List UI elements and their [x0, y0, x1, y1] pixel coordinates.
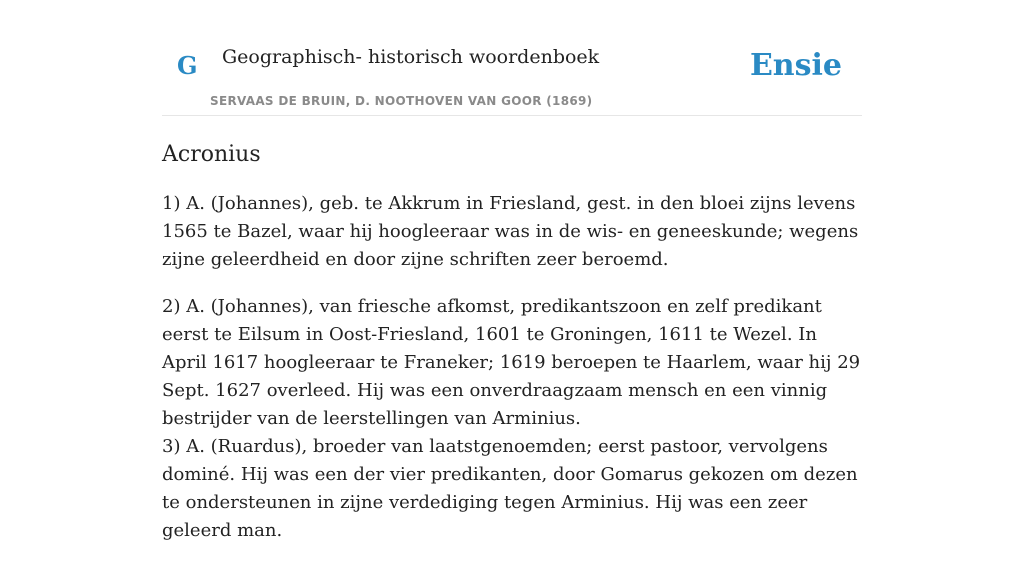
ensie-logo[interactable]: Ensie	[749, 48, 842, 83]
content-container	[162, 0, 862, 564]
entry-paragraph-3: 3) A. (Ruardus), broeder van laatstgenoemden; eerst pastoor, vervolgens dominé. Hij was een der vier predikanten, door Gomarus gekozen om dezen te ondersteunen in zijne verdediging tegen Arminius. Hij was een zeer geleerd man.	[162, 436, 858, 542]
book-title-link[interactable]: Geographisch- historisch woordenboek	[222, 46, 600, 68]
book-author: SERVAAS DE BRUIN, D. NOOTHOVEN VAN GOOR (1869)	[210, 94, 593, 108]
entry-paragraph-2: 2) A. (Johannes), van friesche afkomst, predikantszoon en zelf predikant eerst te Eilsum in Oost-Friesland, 1601 te Groningen, 1611 te Wezel. In April 1617 hoogleeraar te Franeker; 1619 beroepen te Haarlem, waar hij 29 Sept. 1627 overleed. Hij was een onverdraagzaam mensch en een vinnig bestrijder van de leerstellingen van Arminius.	[162, 296, 861, 430]
entry-body	[162, 190, 862, 545]
entry-title: Acronius	[162, 142, 261, 167]
entry-paragraph-1: 1) A. (Johannes), geb. te Akkrum in Friesland, gest. in den bloei zijns levens 1565 te Bazel, waar hij hoogleeraar was in de wis- en geneeskunde; wegens zijne geleerdheid en door zijne schriften zeer beroemd.	[162, 193, 859, 271]
book-letter-logo[interactable]: G	[177, 51, 198, 80]
book-header	[162, 0, 862, 116]
